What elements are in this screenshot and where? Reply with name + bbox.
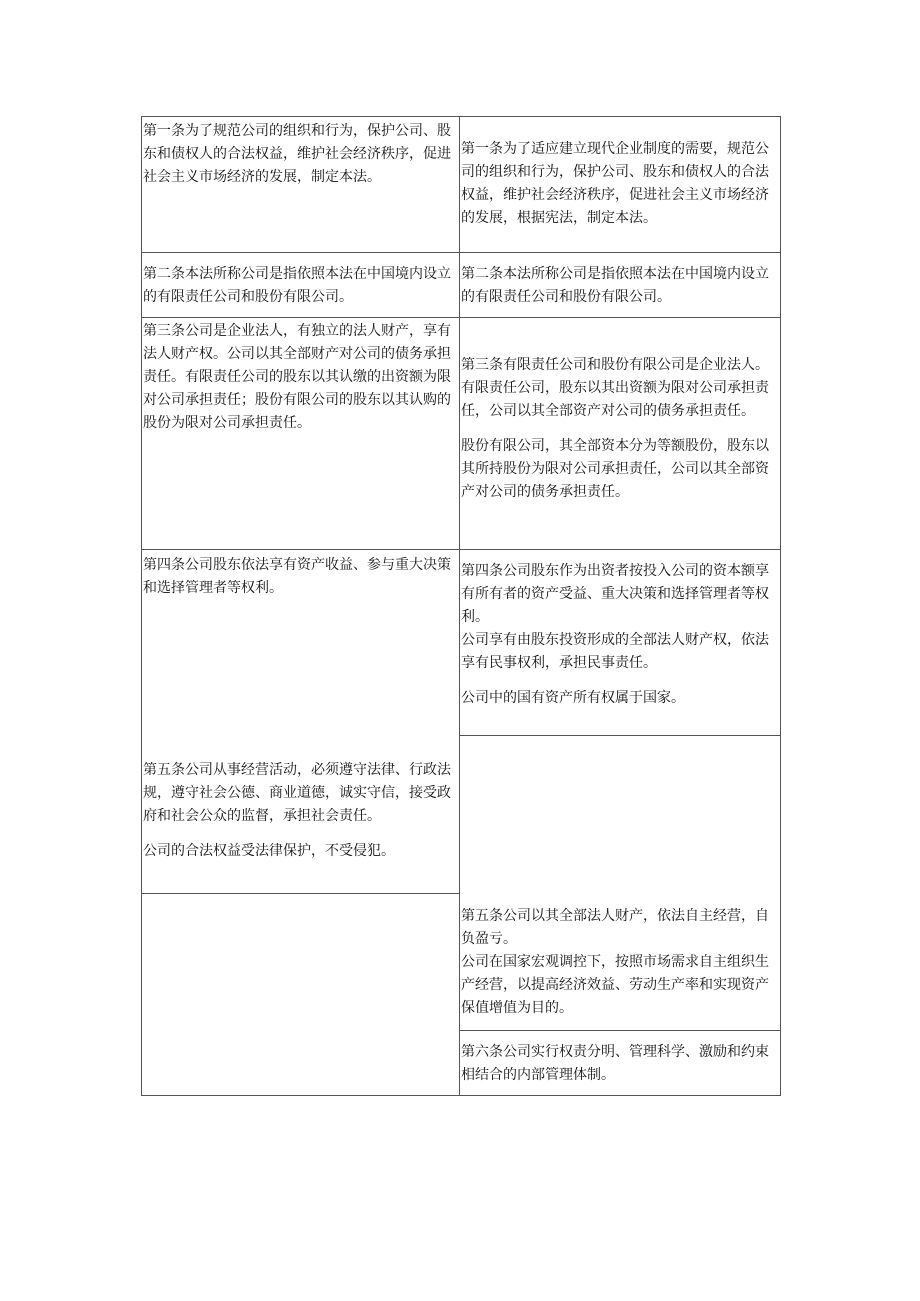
article-4-new-para3: 公司中的国有资产所有权属于国家。 [461, 690, 685, 706]
article-2-old: 第二条本法所称公司是指依照本法在中国境内设立的有限责任公司和股份有限公司。 [143, 266, 451, 305]
article-3-new-para1: 第三条有限责任公司和股份有限公司是企业法人。有限责任公司，股东以其出资额为限对公司承担责任，公司以其全部资产对公司的债务承担责任。 [461, 357, 769, 419]
article-1-old: 第一条为了规范公司的组织和行为，保护公司、股东和债权人的合法权益，维护社会经济秩序，促进社会主义市场经济的发展，制定本法。 [143, 123, 451, 185]
article-4-new-para2: 公司享有由股东投资形成的全部法人财产权，依法享有民事权利，承担民事责任。 [461, 632, 769, 671]
row-divider [460, 735, 780, 736]
article-1-new: 第一条为了适应建立现代企业制度的需要，规范公司的组织和行为，保护公司、股东和债权人的合法权益，维护社会经济秩序，促进社会主义市场经济的发展，根据宪法，制定本法。 [461, 141, 769, 226]
row4-right-cell [460, 560, 780, 710]
article-2-new: 第二条本法所称公司是指依照本法在中国境内设立的有限责任公司和股份有限公司。 [461, 266, 769, 305]
row4-left-cell [142, 554, 460, 600]
row5-left-cell [142, 759, 460, 863]
row1-right-cell [460, 138, 780, 230]
row-divider [142, 893, 460, 894]
article-5-new-para1: 第五条公司以其全部法人财产，依法自主经营，自负盈亏。 [461, 908, 769, 947]
row-divider [142, 317, 780, 318]
article-5-old-para2: 公司的合法权益受法律保护，不受侵犯。 [143, 843, 395, 859]
article-4-new-para1: 第四条公司股东作为出资者按投入公司的资本额享有所有者的资产受益、重大决策和选择管理者等权利。 [461, 563, 769, 625]
article-4-old: 第四条公司股东依法享有资产收益、参与重大决策和选择管理者等权利。 [143, 557, 451, 596]
row3-left-cell [142, 320, 460, 435]
row6-right-cell [460, 905, 780, 1020]
row2-right-cell [460, 263, 780, 309]
comparison-table [141, 116, 781, 1096]
row-divider [460, 1030, 780, 1031]
article-5-old-para1: 第五条公司从事经营活动，必须遵守法律、行政法规，遵守社会公德、商业道德，诚实守信，接受政府和社会公众的监督，承担社会责任。 [143, 762, 451, 824]
row-divider [142, 252, 780, 253]
article-6-new: 第六条公司实行权责分明、管理科学、激励和约束相结合的内部管理体制。 [461, 1044, 769, 1083]
article-5-new-para2: 公司在国家宏观调控下，按照市场需求自主组织生产经营，以提高经济效益、劳动生产率和实现资产保值增值为目的。 [461, 954, 769, 1016]
article-3-new-para2: 股份有限公司，其全部资本分为等额股份，股东以其所持股份为限对公司承担责任，公司以其全部资产对公司的债务承担责任。 [461, 438, 769, 500]
row-divider [142, 549, 780, 550]
row7-right-cell [460, 1041, 780, 1087]
row3-right-cell [460, 354, 780, 504]
article-3-old: 第三条公司是企业法人，有独立的法人财产，享有法人财产权。公司以其全部财产对公司的债务承担责任。有限责任公司的股东以其认缴的出资额为限对公司承担责任；股份有限公司的股东以其认购的股份为限对公司承担责任。 [143, 323, 451, 431]
row2-left-cell [142, 263, 460, 309]
row1-left-cell [142, 120, 460, 189]
